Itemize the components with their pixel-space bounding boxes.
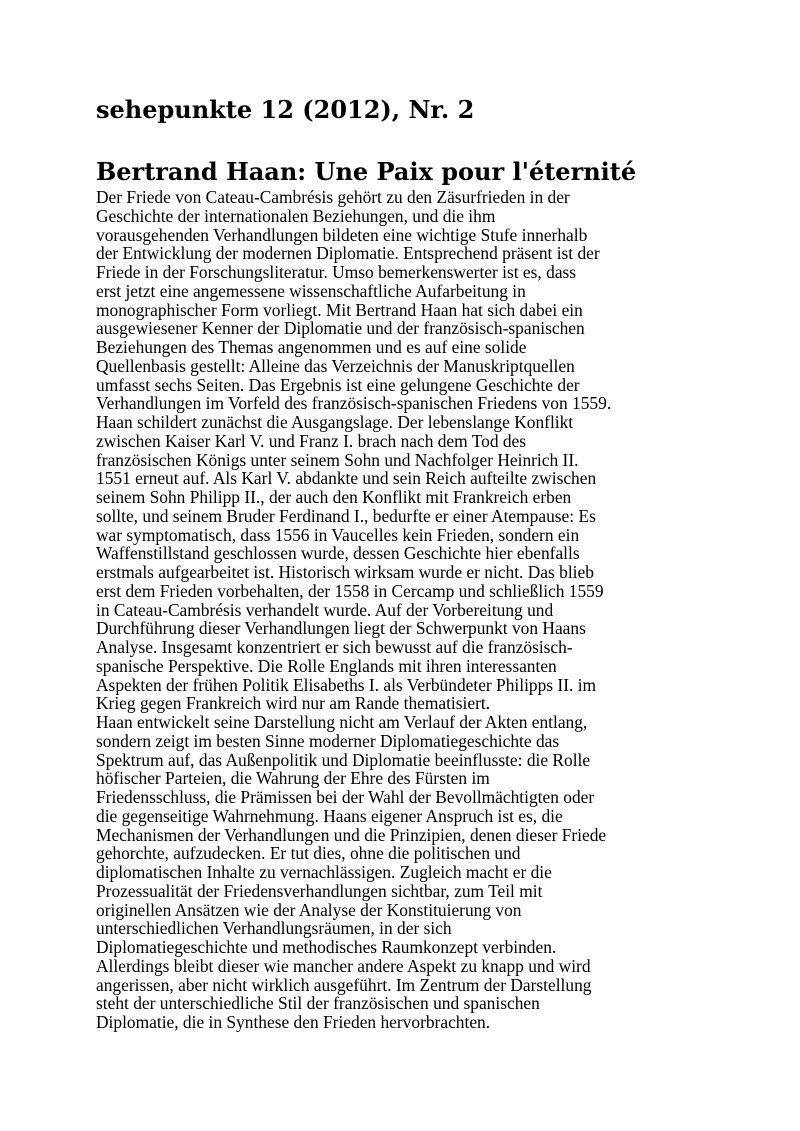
body-text-line: zwischen Kaiser Karl V. und Franz I. brach nach dem Tod des xyxy=(96,430,527,451)
article-title: Bertrand Haan: Une Paix pour l'éternité xyxy=(96,157,637,186)
body-text-line: angerissen, aber nicht wirklich ausgeführt. Im Zentrum der Darstellung xyxy=(96,974,592,995)
body-text-line: erst dem Frieden vorbehalten, der 1558 in Cercamp und schließlich 1559 xyxy=(96,580,604,601)
body-text-line: originellen Ansätzen wie der Analyse der Konstituierung von xyxy=(96,899,522,920)
body-text-line: Analyse. Insgesamt konzentriert er sich bewusst auf die französisch- xyxy=(96,637,573,657)
article-body xyxy=(96,188,716,1032)
body-text-line: Beziehungen des Themas angenommen und es auf eine solide xyxy=(96,337,527,357)
body-text-line: in Cateau-Cambrésis verhandelt wurde. Auf der Vorbereitung und xyxy=(96,599,554,620)
body-text-line: umfasst sechs Seiten. Das Ergebnis ist eine gelungene Geschichte der xyxy=(96,374,580,395)
body-text-line: sollte, und seinem Bruder Ferdinand I., bedurfte er einer Atempause: Es xyxy=(96,505,596,526)
journal-heading: sehepunkte 12 (2012), Nr. 2 xyxy=(96,95,475,124)
body-text-line: Quellenbasis gestellt: Alleine das Verzeichnis der Manuskriptquellen xyxy=(96,355,575,376)
body-text-line: 1551 erneut auf. Als Karl V. abdankte und sein Reich aufteilte zwischen xyxy=(96,468,597,489)
body-text-line: war symptomatisch, dass 1556 in Vaucelles kein Frieden, sondern ein xyxy=(96,524,580,545)
body-text-line: Diplomatie, die in Synthese den Frieden hervorbrachten. xyxy=(96,1012,491,1032)
body-text-line: gehorchte, aufzudecken. Er tut dies, ohne die politischen und xyxy=(96,843,521,864)
body-text-line: französischen Königs unter seinem Sohn und Nachfolger Heinrich II. xyxy=(96,449,579,470)
body-text-line: Aspekten der frühen Politik Elisabeths I. als Verbündeter Philipps II. im xyxy=(96,674,597,695)
body-text-line: höfischer Parteien, die Wahrung der Ehre des Fürsten im xyxy=(96,768,490,789)
body-text-line: die gegenseitige Wahrnehmung. Haans eigener Anspruch ist es, die xyxy=(96,805,563,826)
body-text-line: Krieg gegen Frankreich wird nur am Rande thematisiert. xyxy=(96,693,491,714)
body-text-line: Diplomatiegeschichte und methodisches Raumkonzept verbinden. xyxy=(96,937,557,957)
body-text-line: erst jetzt eine angemessene wissenschaftliche Aufarbeitung in xyxy=(96,280,526,301)
body-text-line: steht der unterschiedliche Stil der französischen und spanischen xyxy=(96,993,540,1014)
body-text-line: monographischer Form vorliegt. Mit Bertrand Haan hat sich dabei ein xyxy=(96,299,583,320)
body-text-line: Haan entwickelt seine Darstellung nicht am Verlauf der Akten entlang, xyxy=(96,712,588,732)
body-text-line: Der Friede von Cateau-Cambrésis gehört zu den Zäsurfrieden in der xyxy=(96,187,570,207)
body-text-line: Haan schildert zunächst die Ausgangslage. Der lebenslange Konflikt xyxy=(96,412,574,432)
body-text-line: sondern zeigt im besten Sinne moderner Diplomatiegeschichte das xyxy=(96,730,560,751)
body-text-line: unterschiedlichen Verhandlungsräumen, in der sich xyxy=(96,918,452,939)
body-text-line: Waffenstillstand geschlossen wurde, dessen Geschichte hier ebenfalls xyxy=(96,543,580,564)
body-text-line: der Entwicklung der modernen Diplomatie. Entsprechend präsent ist der xyxy=(96,243,600,264)
body-text-line: diplomatischen Inhalte zu vernachlässigen. Zugleich macht er die xyxy=(96,862,552,882)
body-text-line: spanische Perspektive. Die Rolle Englands mit ihren interessanten xyxy=(96,655,557,676)
body-text-line: Geschichte der internationalen Beziehungen, und die ihm xyxy=(96,205,496,226)
body-text-line: ausgewiesener Kenner der Diplomatie und der französisch-spanischen xyxy=(96,318,585,339)
body-text-line: Verhandlungen im Vorfeld des französisch-spanischen Friedens von 1559. xyxy=(96,393,612,414)
body-text-line: Allerdings bleibt dieser wie mancher andere Aspekt zu knapp und wird xyxy=(96,955,591,976)
body-text-line: Spektrum auf, das Außenpolitik und Diplomatie beeinflusste: die Rolle xyxy=(96,749,591,770)
body-text-line: Durchführung dieser Verhandlungen liegt der Schwerpunkt von Haans xyxy=(96,618,586,639)
body-text-line: Mechanismen der Verhandlungen und die Prinzipien, denen dieser Friede xyxy=(96,824,607,845)
body-text-line: erstmals aufgearbeitet ist. Historisch wirksam wurde er nicht. Das blieb xyxy=(96,562,594,582)
body-text-line: seinem Sohn Philipp II., der auch den Konflikt mit Frankreich erben xyxy=(96,487,572,507)
document-page xyxy=(96,92,716,1032)
body-text-line: Friedensschluss, die Prämissen bei der Wahl der Bevollmächtigten oder xyxy=(96,787,595,807)
body-text-line: Prozessualität der Friedensverhandlungen sichtbar, zum Teil mit xyxy=(96,880,543,901)
body-text-line: Friede in der Forschungsliteratur. Umso bemerkenswerter ist es, dass xyxy=(96,262,577,282)
body-text-line: vorausgehenden Verhandlungen bildeten eine wichtige Stufe innerhalb xyxy=(96,224,588,245)
